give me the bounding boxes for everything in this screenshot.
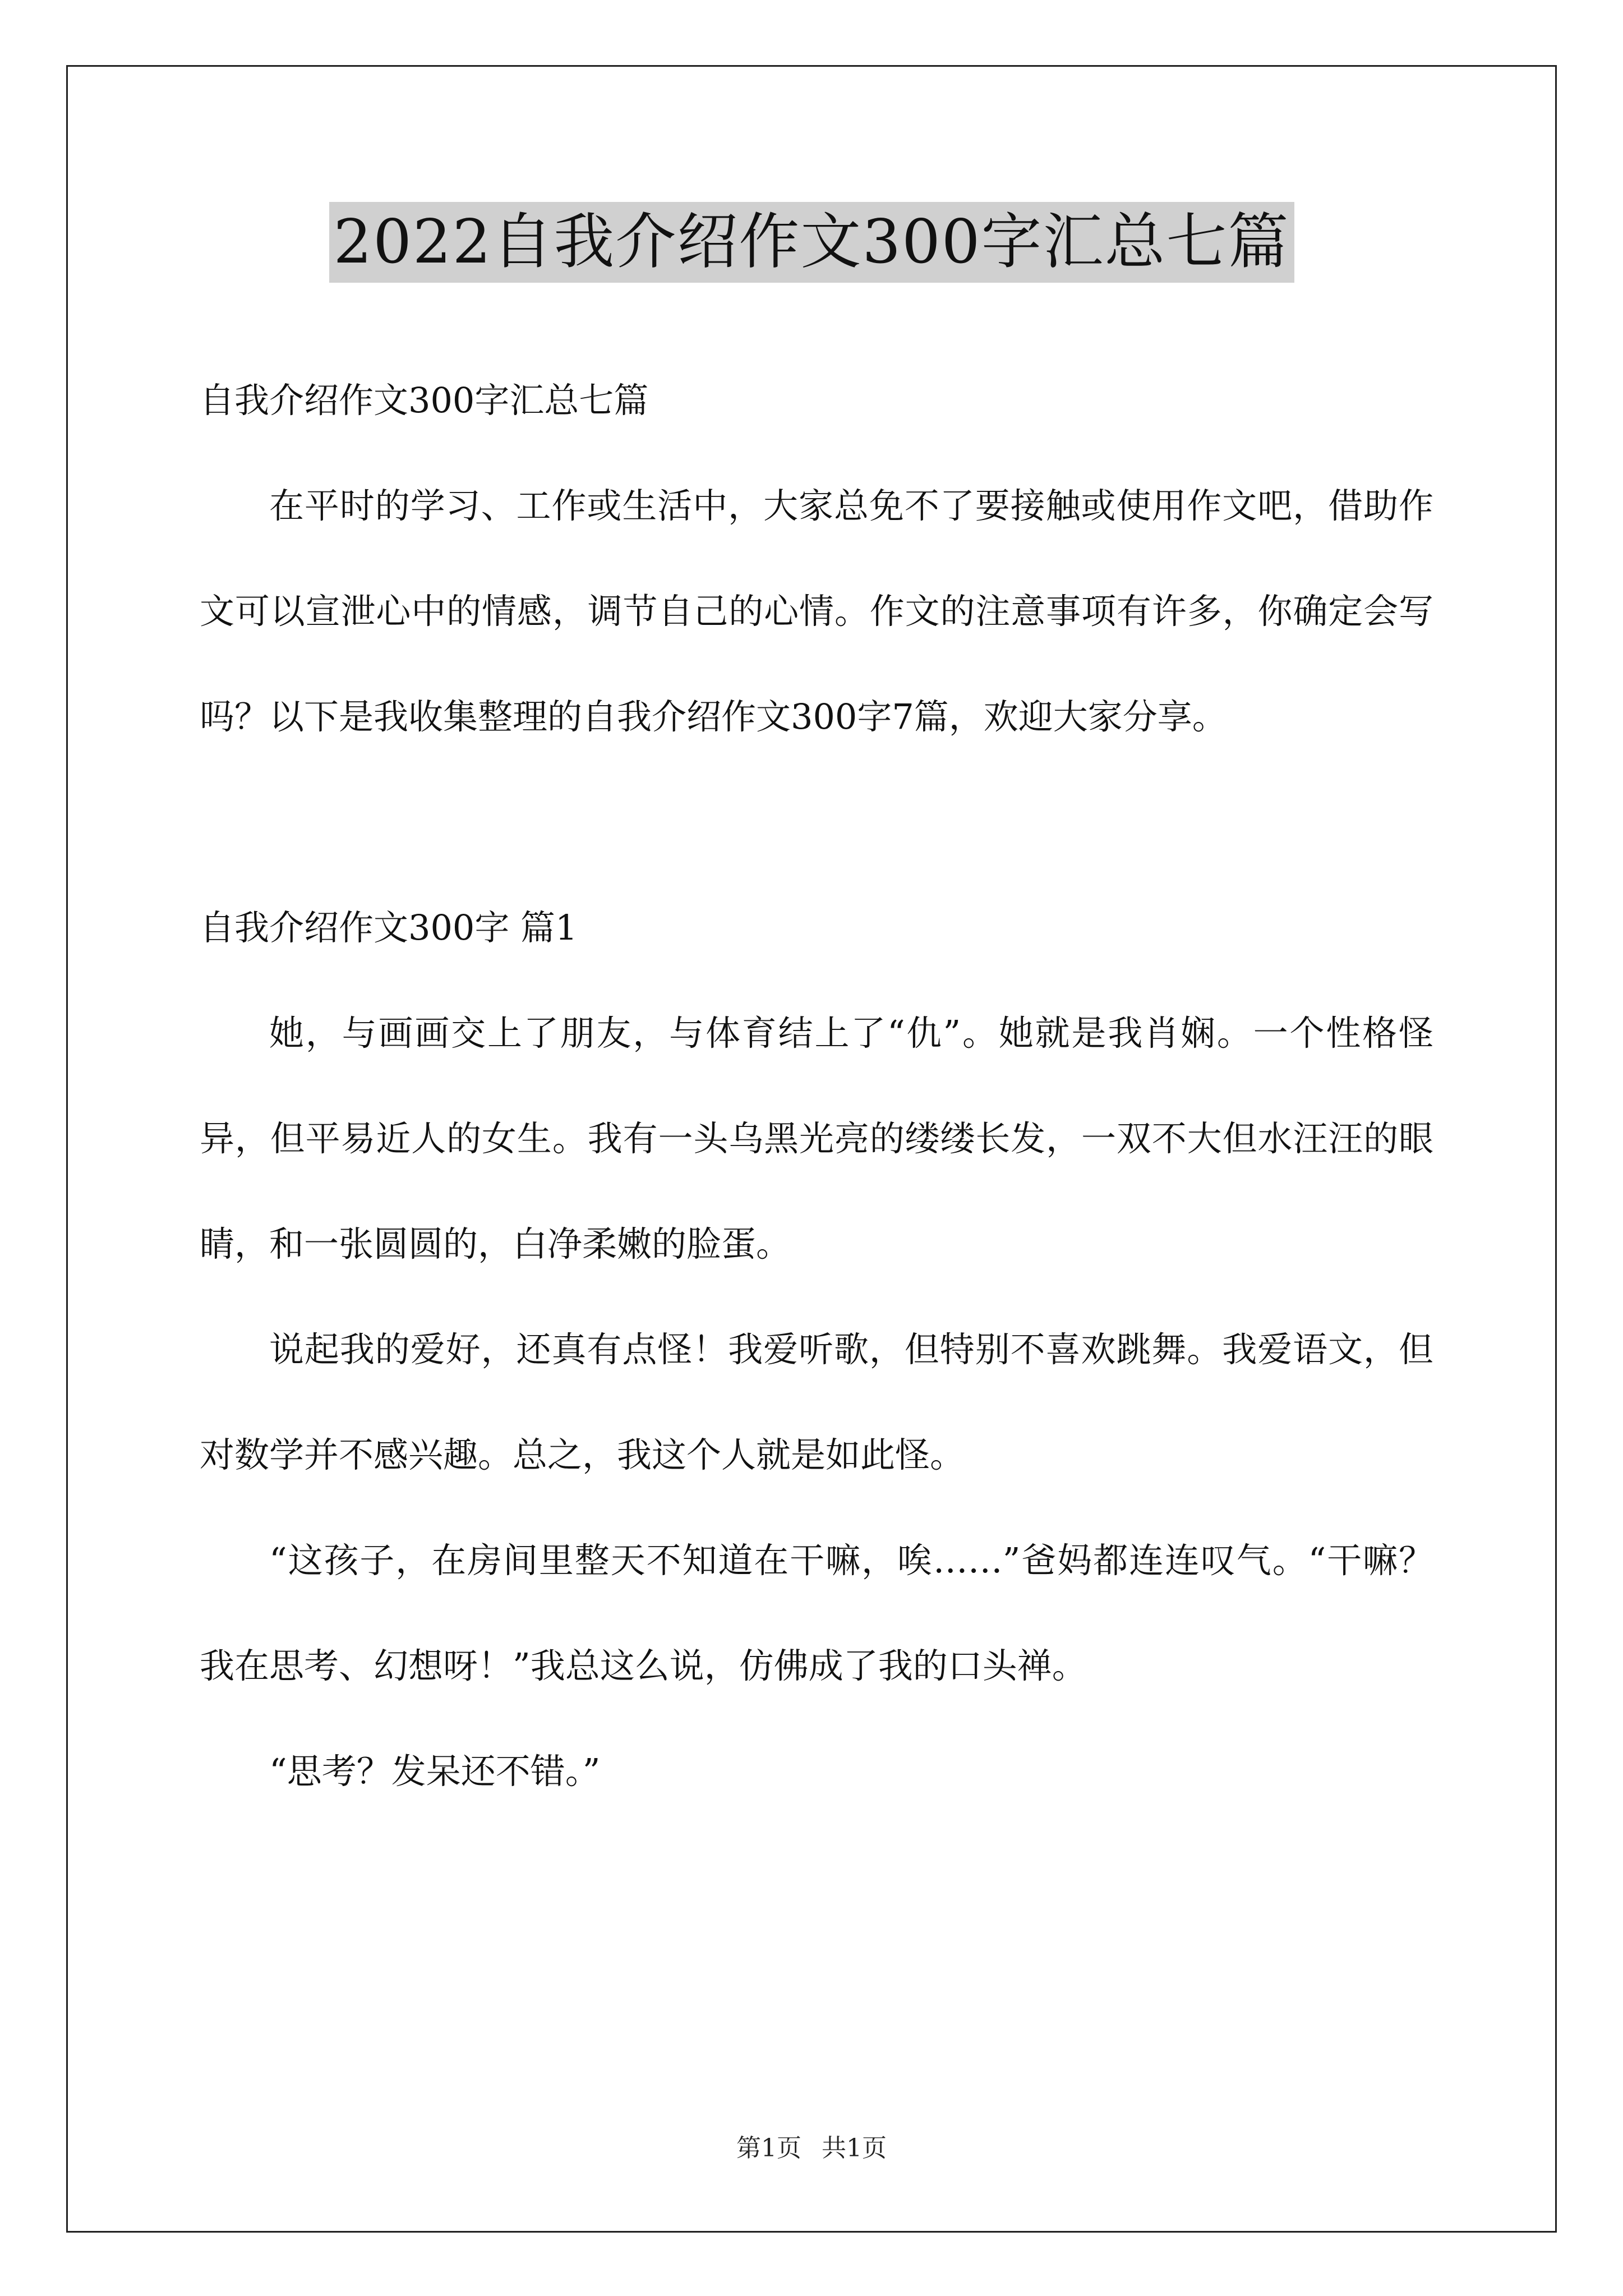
body-paragraph-1: 她，与画画交上了朋友，与体育结上了“仇”。她就是我肖娴。一个性格怪异，但平易近人的女生。我有一头乌黑光亮的缕缕长发，一双不大但水汪汪的眼睛，和一张圆圆的，白净柔嫩的脸蛋。 <box>200 1013 1433 1264</box>
page-footer <box>0 2132 1623 2165</box>
document-subtitle: 自我介绍作文300字汇总七篇 <box>200 380 649 421</box>
section-heading: 自我介绍作文300字 篇1 <box>200 907 578 948</box>
body-paragraph-2: 说起我的爱好，还真有点怪！我爱听歌，但特别不喜欢跳舞。我爱语文，但对数学并不感兴趣。总之，我这个人就是如此怪。 <box>200 1329 1433 1475</box>
title-container <box>0 202 1623 283</box>
document-title: 2022自我介绍作文300字汇总七篇 <box>329 202 1294 283</box>
page-number-total: 共1页 <box>822 2134 887 2162</box>
body-paragraph-4: “思考？发呆还不错。” <box>269 1751 601 1792</box>
page-number-current: 第1页 <box>736 2134 801 2162</box>
document-body <box>200 348 1433 1824</box>
intro-paragraph: 在平时的学习、工作或生活中，大家总免不了要接触或使用作文吧，借助作文可以宣泄心中的情感，调节自己的心情。作文的注意事项有许多，你确定会写吗？以下是我收集整理的自我介绍作文300字7篇，欢迎大家分享。 <box>200 485 1433 737</box>
section-spacer <box>200 770 1433 875</box>
body-paragraph-3: “这孩子，在房间里整天不知道在干嘛，唉……”爸妈都连连叹气。“干嘛？我在思考、幻想呀！”我总这么说，仿佛成了我的口头禅。 <box>200 1540 1433 1686</box>
